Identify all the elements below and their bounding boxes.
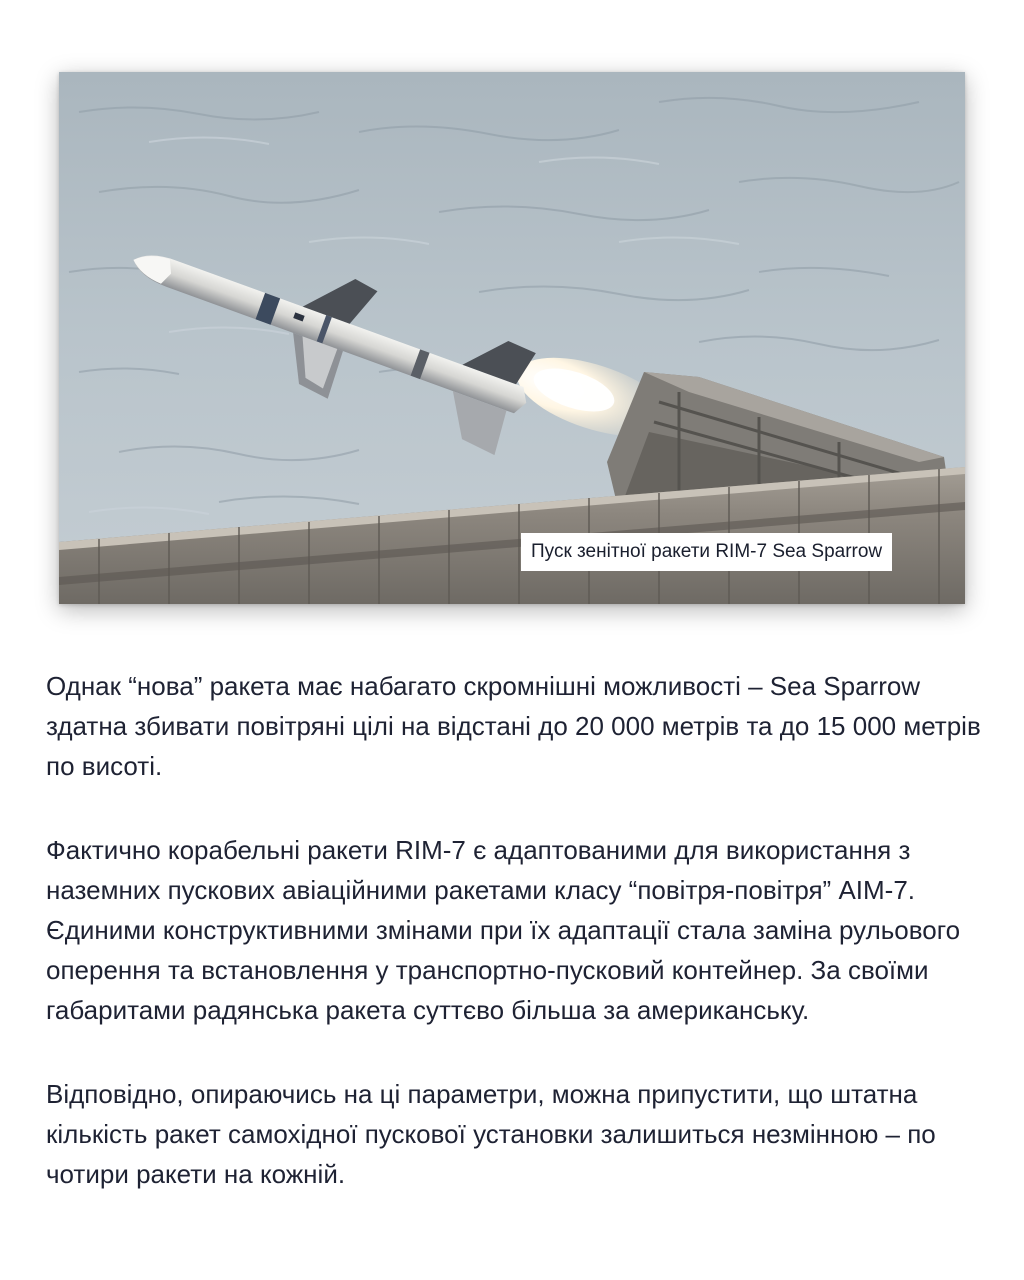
missile-launch-photo	[59, 72, 965, 604]
article-paragraph-1: Однак “нова” ракета має набагато скромнішні можливості – Sea Sparrow здатна збивати повітряні цілі на відстані до 20 000 метрів та до 15 000 метрів по висоті.	[46, 671, 981, 781]
article-paragraph-3: Відповідно, опираючись на ці параметри, можна припустити, що штатна кількість ракет самохідної пускової установки залишиться незмінною – по чотири ракети на кожній.	[46, 1079, 936, 1189]
missile-launch-image	[59, 72, 965, 604]
article-body	[46, 666, 986, 1238]
article-paragraph-2: Фактично корабельні ракети RIM-7 є адаптованими для використання з наземних пускових авіаційними ракетами класу “повітря-повітря” AIM-7. Єдиними конструктивними змінами при їх адаптації стала заміна рульового оперення та встановлення у транспортно-пусковий контейнер. За своїми габаритами радянська ракета суттєво більша за американську.	[46, 835, 961, 1025]
photo-caption: Пуск зенітної ракети RIM-7 Sea Sparrow	[521, 533, 892, 571]
